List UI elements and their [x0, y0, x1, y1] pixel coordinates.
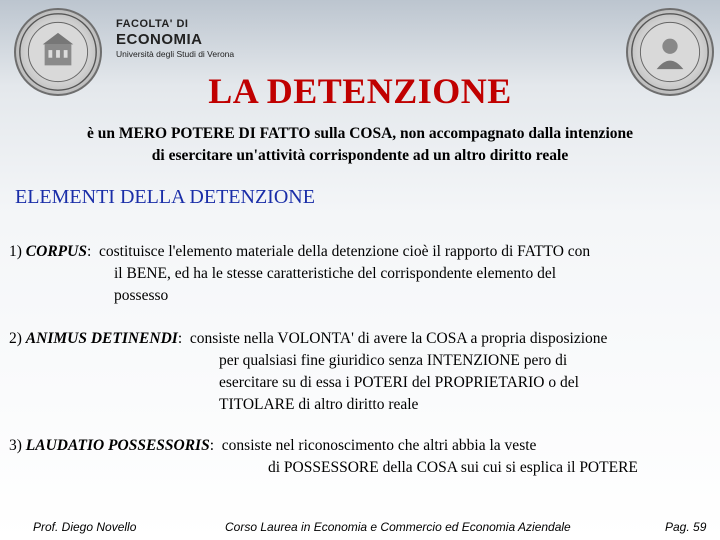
item-term: ANIMUS DETINENDI — [25, 330, 178, 347]
item-number: 2) — [9, 330, 22, 347]
item-text: di POSSESSORE della COSA sui cui si esplica il POTERE — [268, 459, 638, 476]
item-text: costituisce l'elemento materiale della detenzione cioè il rapporto di FATTO con — [99, 243, 591, 260]
page-number: Pag. 59 — [665, 520, 707, 534]
faculty-logo-text — [116, 18, 234, 59]
footer-course: Corso Laurea in Economia e Commercio ed Economia Aziendale — [225, 520, 571, 534]
faculty-label: FACOLTA' DI — [116, 18, 189, 30]
definition — [10, 123, 710, 167]
definition-line: di esercitare un'attività corrispondente ad un altro diritto reale — [151, 147, 569, 164]
element-item: 1) CORPUS: costituisce l'elemento materiale della detenzione cioè il rapporto di FATTO con il BENE, ed ha le stesse caratteristiche del corrispondente elemento del possesso — [9, 241, 590, 307]
item-number: 3) — [9, 437, 22, 454]
item-number: 1) — [9, 243, 22, 260]
element-item: 2) ANIMUS DETINENDI: consiste nella VOLONTA' di avere la COSA a propria disposizione per qualsiasi fine giuridico senza INTENZIONE pero di esercitare su di essa i POTERI del PROPRIETARIO o del TITOLARE di altro diritto reale — [9, 328, 607, 416]
item-text: TITOLARE di altro diritto reale — [219, 396, 419, 413]
item-text: consiste nel riconoscimento che altri abbia la veste — [221, 437, 537, 454]
item-text: il BENE, ed ha le stesse caratteristiche del corrispondente elemento del — [114, 265, 557, 282]
university-name: Università degli Studi di Verona — [116, 49, 235, 59]
page-title: LA DETENZIONE — [208, 71, 512, 111]
element-item: 3) LAUDATIO POSSESSORIS: consiste nel riconoscimento che altri abbia la veste di POSSESSORE della COSA sui cui si esplica il POTERE — [9, 435, 638, 479]
item-text: possesso — [114, 287, 169, 304]
item-text: consiste nella VOLONTA' di avere la COSA a propria disposizione — [189, 330, 608, 347]
item-text: esercitare su di essa i POTERI del PROPRIETARIO o del — [219, 374, 579, 391]
item-text: per qualsiasi fine giuridico senza INTENZIONE pero di — [219, 352, 568, 369]
item-term: CORPUS — [25, 243, 87, 260]
section-subtitle: ELEMENTI DELLA DETENZIONE — [15, 186, 315, 208]
faculty-name: ECONOMIA — [116, 31, 203, 48]
item-term: LAUDATIO POSSESSORIS — [25, 437, 210, 454]
definition-line: è un MERO POTERE DI FATTO sulla COSA, non accompagnato dalla intenzione — [86, 125, 633, 142]
footer-author: Prof. Diego Novello — [33, 520, 137, 534]
